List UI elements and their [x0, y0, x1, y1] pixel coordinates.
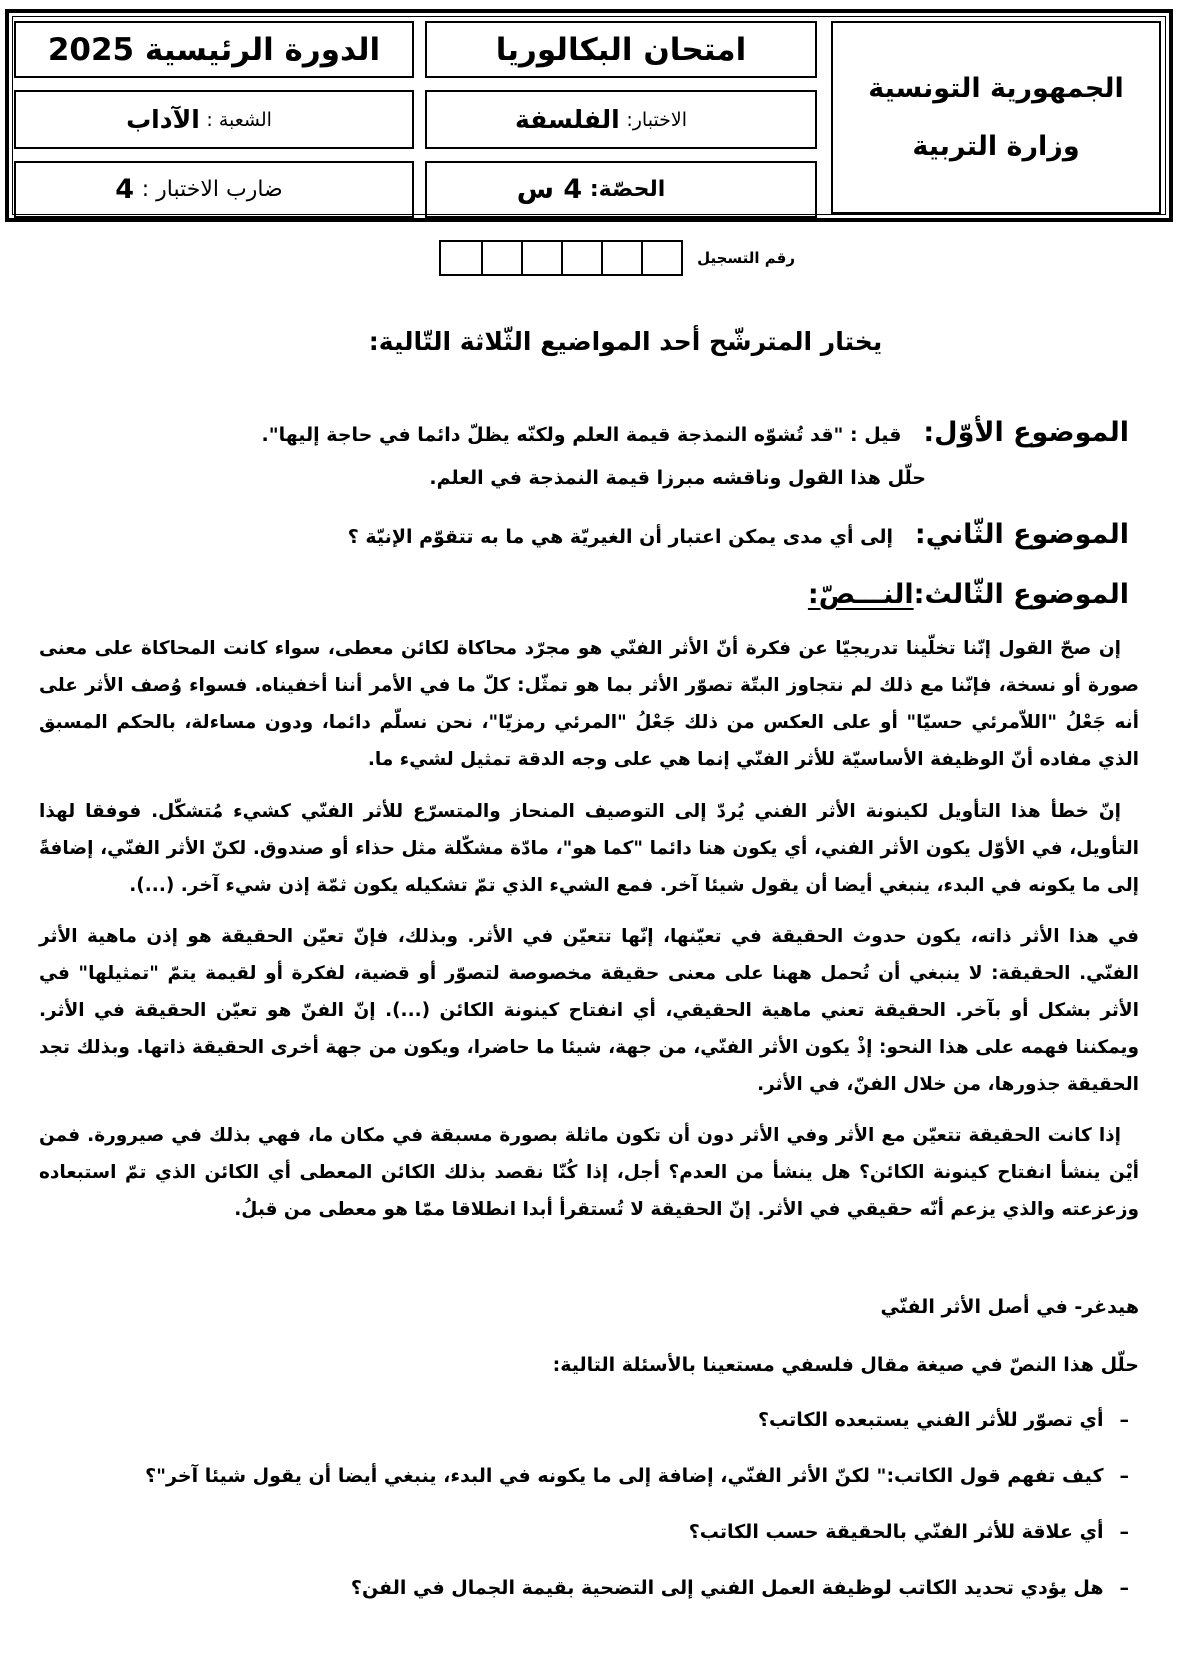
republic-name: الجمهورية التونسية — [868, 72, 1124, 104]
question-item: – كيف تفهم قول الكاتب:" لكنّ الأثر الفنّي، إضافة إلى ما يكونه في البدء، ينبغي أيضا أن يقول شيئا آخر"؟ — [145, 1465, 1129, 1487]
session-title: الدورة الرئيسية 2025 — [14, 21, 414, 78]
question-item: – أي تصوّر للأثر الفني يستبعده الكاتب؟ — [757, 1409, 1129, 1431]
question-text: كيف تفهم قول الكاتب:" لكنّ الأثر الفنّي، إضافة إلى ما يكونه في البدء، ينبغي أيضا أن يقول شيئا آخر"؟ — [145, 1465, 1104, 1487]
ministry-cell — [831, 21, 1161, 214]
subject-3 — [0, 580, 1129, 611]
subject-label: الاختبار: — [626, 108, 688, 131]
text-paragraph-2: إنّ خطأ هذا التأويل لكينونة الأثر الفني يُردّ إلى التوصيف المنحاز والمتسرّع للأثر الفنّي كشيء مُتشكّل. فوفقا لهذا التأويل، في الأوّل يكون الأثر الفني، أي يكون هنا دائما "كما هو"، مادّة مشكّلة مثل حذاء أو صندوق. لكنّ الأثر الفنّي، إضافةً إلى ما يكونه في البدء، ينبغي أيضا أن يقول شيئا آخر. فمع الشيء الذي تمّ تشكيله يكون ثمّة إذن شيء آخر. (...). — [39, 801, 1139, 896]
exam-title: امتحان البكالوريا — [425, 21, 817, 78]
subject-2-text: إلى أي مدى يمكن اعتبار أن الغيريّة هي ما به تتقوّم الإنيّة ؟ — [347, 526, 893, 548]
text-paragraph-3: في هذا الأثر ذاته، يكون حدوث الحقيقة في تعيّنها، إنّها تتعيّن في الأثر. وبذلك، فإنّ تعيّن الحقيقة هو إذن ماهية الأثر الفنّي. الحقيقة: لا ينبغي أن تُحمل ههنا على معنى حقيقة مخصوصة لتصوّر أو قضية، لفكرة أو لقيمة يتمّ "تمثيلها" في الأثر بشكل أو بآخر. الحقيقة تعني ماهية الحقيقي، أي انفتاح كينونة الكائن (...). إنّ الفنّ هو تعيّن الحقيقة في الأثر. ويمكننا فهمه على هذا النحو: إذْ يكون الأثر الفنّي، من جهة، شيئا ما حاضرا، ويكون من جهة أخرى الحقيقة ذاتها. وبذلك تجد الحقيقة جذورها، من خلال الفنّ، في الأثر. — [39, 926, 1139, 1095]
subject-1-task: حلّل هذا القول وناقشه مبرزا قيمة النمذجة في العلم. — [429, 467, 926, 489]
registration-box[interactable] — [481, 242, 521, 274]
coefficient-cell — [14, 161, 414, 218]
question-item: – أي علاقة للأثر الفنّي بالحقيقة حسب الكاتب؟ — [688, 1521, 1129, 1543]
registration-box[interactable] — [521, 242, 561, 274]
duration-cell — [425, 161, 817, 218]
questions-intro: حلّل هذا النصّ في صيغة مقال فلسفي مستعينا بالأسئلة التالية: — [552, 1354, 1139, 1376]
registration-field — [439, 240, 795, 276]
question-text: هل يؤدي تحديد الكاتب لوظيفة العمل الفني إلى التضحية بقيمة الجمال في الفن؟ — [350, 1577, 1104, 1599]
instruction: يختار المترشّح أحد المواضيع الثّلاثة التّالية: — [368, 327, 883, 356]
section-value: الآداب — [126, 105, 200, 134]
text-paragraph-4: إذا كانت الحقيقة تتعيّن مع الأثر وفي الأثر دون أن تكون ماثلة بصورة مسبقة في مكان ما، فهي بذلك في صيرورة. فمن أيْن ينشأ انفتاح كينونة الكائن؟ هل ينشأ من العدم؟ أجل، إذا كُنّا نقصد بذلك الكائن المعطى أي الكائن الذي تمّ استبعاده وزعزعته والذي يزعم أنّه حقيقي في الأثر. إنّ الحقيقة لا تُستقرأ أبدا انطلاقا ممّا هو معطى من قبلُ. — [39, 1125, 1139, 1220]
text-label: النـــصّ: — [807, 579, 914, 610]
subject-cell — [425, 90, 817, 149]
registration-box[interactable] — [441, 242, 481, 274]
subject-2 — [0, 520, 1129, 552]
subject-1 — [0, 418, 1129, 450]
coefficient-value: 4 — [115, 174, 135, 205]
subject-2-heading: الموضوع الثّاني: — [914, 519, 1129, 550]
text-source: هيدغر- في أصل الأثر الفنّي — [880, 1296, 1139, 1318]
question-text: أي تصوّر للأثر الفني يستبعده الكاتب؟ — [757, 1409, 1104, 1431]
text-paragraph-1: إن صحّ القول إنّنا تخلّينا تدريجيّا عن فكرة أنّ الأثر الفنّي هو مجرّد محاكاة لكائن معطى، سواء كانت المحاكاة على معنى صورة أو نسخة، فإنّنا مع ذلك لم نتجاوز البتّة تصوّر الأثر بما هو تمثّل: كلّ ما في الأمر أننا أخفيناه. فسواء وُصف الأثر على أنه جَعْلُ "اللاّمرئي حسيّا" أو على العكس من ذلك جَعْلُ "المرئي رمزيّا"، نحن نسلّم دائما، ودون مساءلة، بالحكم المسبق الذي مفاده أنّ الوظيفة الأساسيّة للأثر الفنّي إنما هي على وجه الدقة تمثيل لشيء ما. — [39, 638, 1139, 770]
question-item: – هل يؤدي تحديد الكاتب لوظيفة العمل الفني إلى التضحية بقيمة الجمال في الفن؟ — [350, 1577, 1129, 1599]
duration-label: الحصّة: — [589, 177, 666, 202]
registration-boxes[interactable] — [439, 240, 683, 276]
subject-3-heading: الموضوع الثّالث: — [913, 579, 1129, 610]
ministry-name: وزارة التربية — [912, 130, 1080, 162]
subject-1-text: قيل : "قد تُشوّه النمذجة قيمة العلم ولكنّه يظلّ دائما في حاجة إليها". — [261, 424, 902, 446]
registration-box[interactable] — [641, 242, 681, 274]
registration-label: رقم التسجيل — [697, 249, 795, 267]
coefficient-label: ضارب الاختبار : — [141, 177, 283, 202]
header-table — [5, 9, 1173, 222]
duration-value: 4 س — [516, 174, 583, 205]
registration-box[interactable] — [561, 242, 601, 274]
subject-1-heading: الموضوع الأوّل: — [923, 417, 1129, 448]
question-text: أي علاقة للأثر الفنّي بالحقيقة حسب الكاتب؟ — [688, 1521, 1104, 1543]
section-cell — [14, 90, 414, 149]
subject-value: الفلسفة — [514, 105, 620, 134]
registration-box[interactable] — [601, 242, 641, 274]
section-label: الشعبة : — [206, 108, 272, 131]
